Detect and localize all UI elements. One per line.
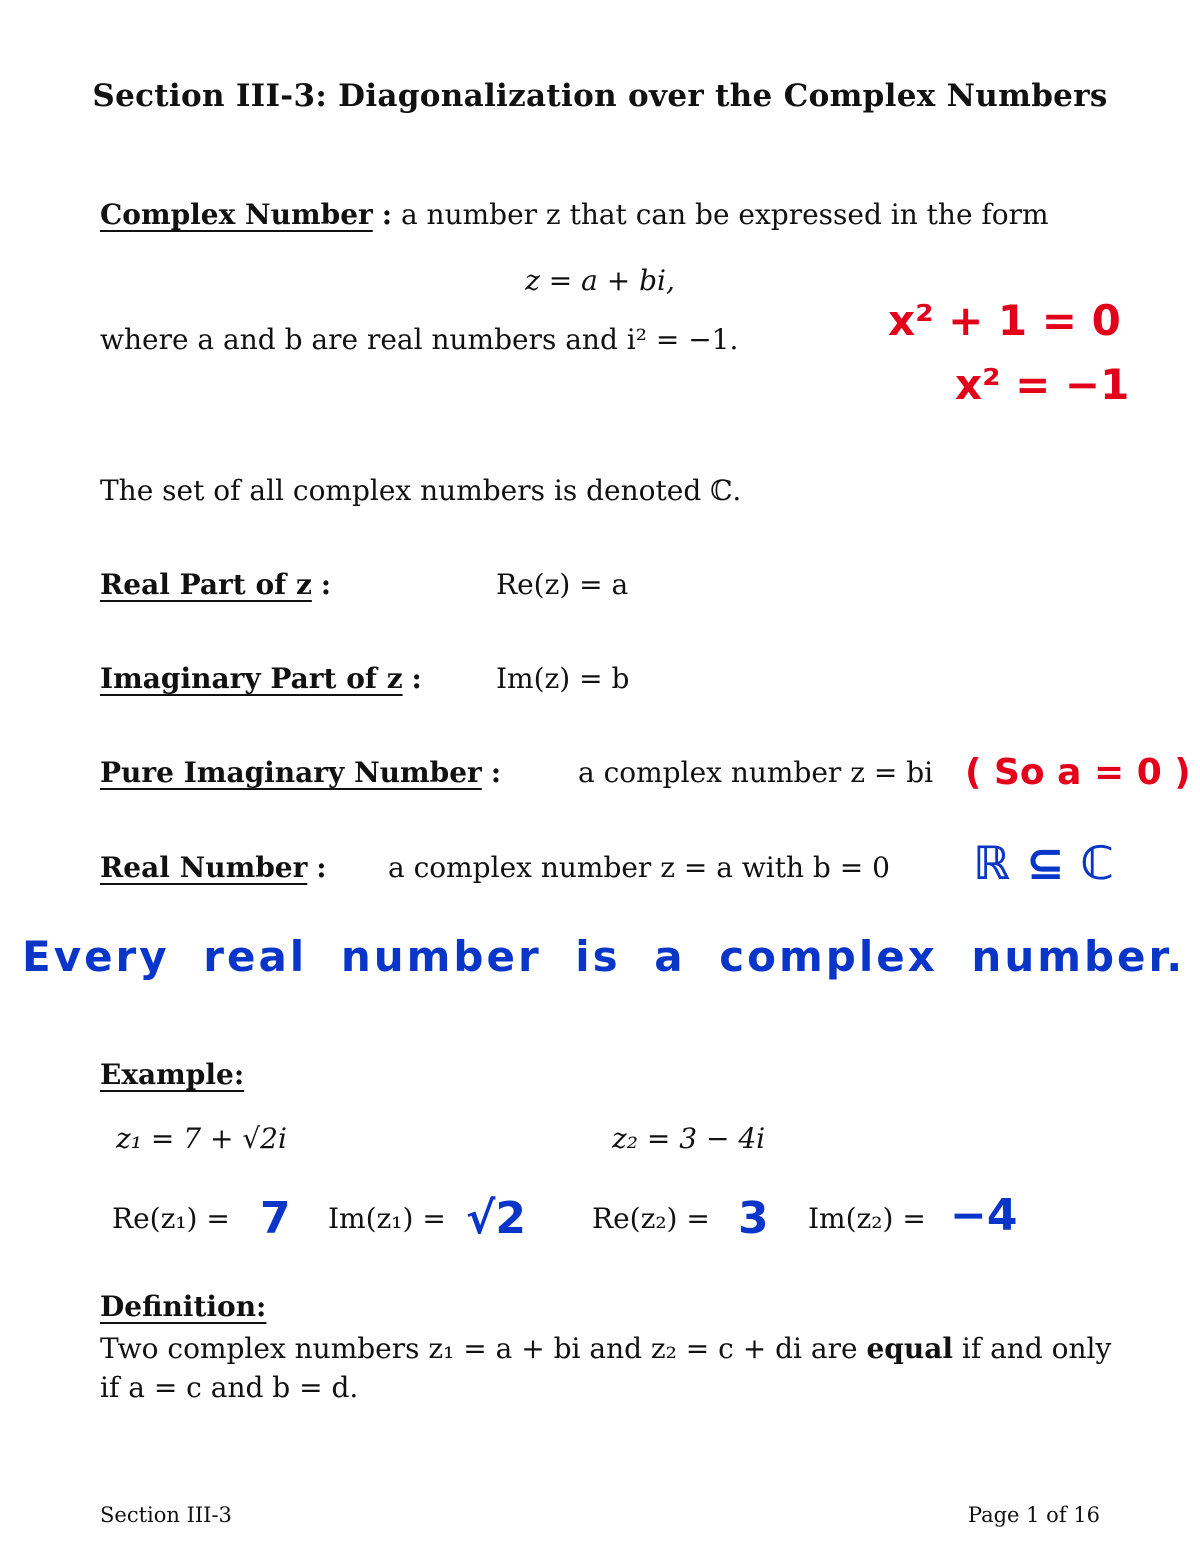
imag-part-term: Imaginary Part of z	[100, 662, 403, 695]
footer-page-number: Page 1 of 16	[967, 1503, 1100, 1527]
definition-equal-bold: equal	[866, 1332, 953, 1365]
footer-left: Section III-3	[100, 1503, 232, 1527]
re-z2-label: Re(z₂) =	[592, 1202, 710, 1235]
definition-line1-b: if and only	[961, 1332, 1112, 1365]
definition-line1-a: Two complex numbers z₁ = a + bi and z₂ = c + di are	[100, 1332, 858, 1365]
re-z1-label: Re(z₁) =	[112, 1202, 230, 1235]
imag-part-colon: :	[411, 662, 422, 695]
definition-label: Definition:	[100, 1290, 267, 1323]
pure-imag-term: Pure Imaginary Number	[100, 756, 482, 789]
handwritten-every-real: Every real number is a complex number.	[22, 932, 1186, 981]
real-number-row	[100, 851, 327, 884]
handwritten-re-z2: 3	[738, 1193, 769, 1244]
real-part-row	[100, 568, 331, 601]
complex-number-definition	[100, 198, 1049, 231]
example-label-wrap	[100, 1058, 244, 1091]
real-number-term: Real Number	[100, 851, 308, 884]
example-label: Example:	[100, 1058, 245, 1091]
definition-label-wrap	[100, 1290, 266, 1323]
handwritten-im-z1: √2	[466, 1193, 526, 1244]
complex-number-text: a number z that can be expressed in the form	[400, 198, 1049, 231]
example-z2: z₂ = 3 − 4i	[612, 1122, 766, 1155]
handwritten-eq2: x² = −1	[955, 360, 1130, 409]
imag-part-formula: Im(z) = b	[496, 662, 630, 695]
im-z1-label: Im(z₁) =	[328, 1202, 446, 1235]
real-number-colon: :	[316, 851, 327, 884]
handwritten-so-a: ( So a = 0 )	[965, 752, 1191, 793]
complex-number-colon: :	[381, 198, 393, 231]
handwritten-eq1: x² + 1 = 0	[888, 296, 1121, 345]
handwritten-subset: ℝ ⊆ ℂ	[973, 836, 1115, 890]
page-title: Section III-3: Diagonalization over the Complex Numbers	[92, 78, 1108, 114]
complex-form-formula: z = a + bi,	[525, 264, 675, 297]
set-text: The set of all complex numbers is denoted ℂ.	[100, 474, 742, 507]
real-part-term: Real Part of z	[100, 568, 312, 601]
pure-imag-row	[100, 756, 501, 789]
real-part-colon: :	[320, 568, 332, 601]
im-z2-label: Im(z₂) =	[808, 1202, 926, 1235]
example-z1: z₁ = 7 + √2i	[116, 1122, 287, 1155]
pure-imag-colon: :	[490, 756, 502, 789]
real-number-text: a complex number z = a with b = 0	[388, 851, 890, 884]
handwritten-im-z2: −4	[950, 1190, 1018, 1241]
where-text: where a and b are real numbers and i² = −1.	[100, 323, 739, 356]
pure-imag-text: a complex number z = bi	[578, 756, 934, 789]
imag-part-row	[100, 662, 422, 695]
handwritten-re-z1: 7	[260, 1193, 291, 1244]
definition-line1	[100, 1332, 1111, 1365]
definition-line2: if a = c and b = d.	[100, 1371, 359, 1404]
complex-number-term: Complex Number	[100, 198, 373, 231]
real-part-formula: Re(z) = a	[496, 568, 629, 601]
